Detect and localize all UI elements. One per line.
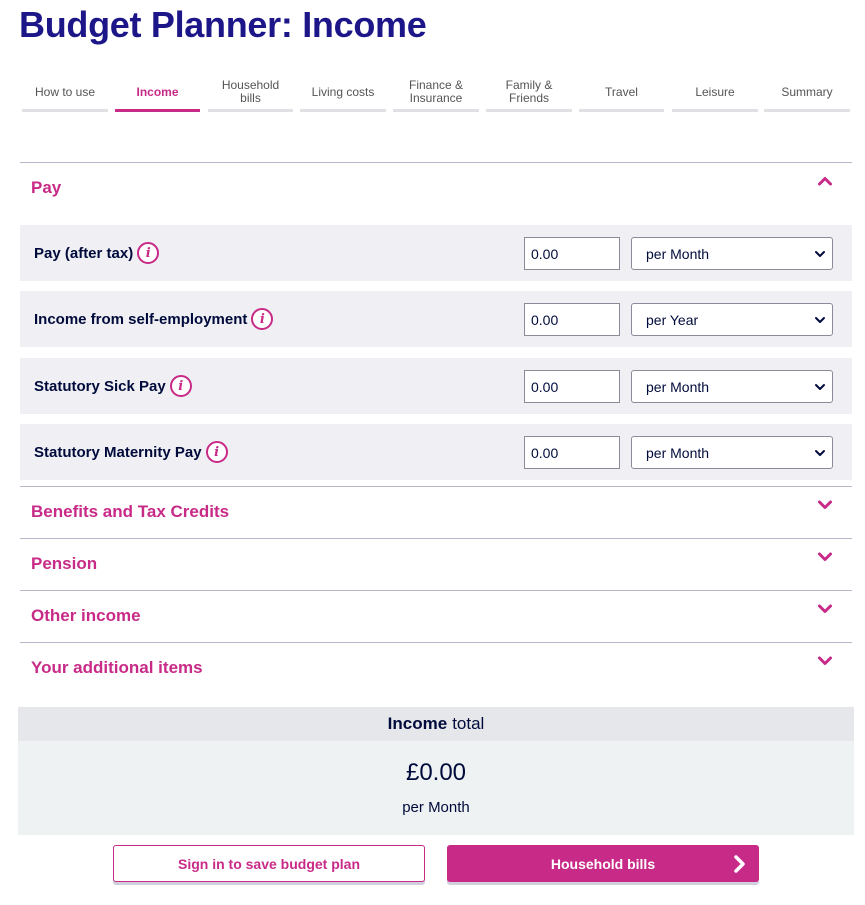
self-employment-label: Income from self-employment [34, 310, 248, 328]
income-total-panel [18, 707, 854, 835]
other-income-section-header[interactable] [20, 591, 852, 641]
period-select-value: per Month [646, 444, 710, 461]
statutory-maternity-pay-label: Statutory Maternity Pay [34, 443, 202, 461]
chevron-up-icon[interactable] [818, 176, 832, 186]
income-total-amount: £0.00 [405, 759, 467, 786]
pay-after-tax-amount-input[interactable] [524, 237, 620, 270]
pay-section-title: Pay [31, 178, 62, 197]
income-row-label [34, 358, 192, 414]
income-row-statutory-maternity-pay [20, 424, 852, 480]
period-select-value: per Month [646, 245, 710, 262]
page-title: Budget Planner: Income [19, 4, 427, 45]
statutory-maternity-pay-amount-input[interactable] [524, 436, 620, 469]
info-icon[interactable]: i [206, 441, 228, 463]
statutory-maternity-pay-period-select[interactable] [631, 436, 833, 469]
chevron-down-icon[interactable] [818, 552, 832, 562]
next-button-label: Household bills [550, 855, 656, 872]
income-row-pay-after-tax [20, 225, 852, 281]
chevron-down-icon[interactable] [818, 604, 832, 614]
sign-in-save-label: Sign in to save budget plan [177, 855, 360, 872]
income-total-heading [18, 707, 854, 741]
income-row-statutory-sick-pay [20, 358, 852, 414]
tab-summary[interactable]: Summary [764, 72, 850, 112]
other-income-section-title: Other income [31, 606, 141, 625]
pay-after-tax-period-select[interactable] [631, 237, 833, 270]
chevron-down-icon [814, 447, 826, 459]
income-row-label [34, 424, 228, 480]
sign-in-save-button[interactable] [113, 845, 425, 882]
tab-how-to-use[interactable]: How to use [22, 72, 108, 112]
period-select-value: per Month [646, 378, 710, 395]
pension-section-header[interactable] [20, 539, 852, 589]
chevron-down-icon [814, 314, 826, 326]
tab-household-bills[interactable]: Household bills [208, 72, 293, 112]
benefits-section-header[interactable] [20, 487, 852, 537]
tab-living-costs[interactable]: Living costs [300, 72, 386, 112]
self-employment-amount-input[interactable] [524, 303, 620, 336]
statutory-sick-pay-label: Statutory Sick Pay [34, 377, 166, 395]
statutory-sick-pay-amount-input[interactable] [524, 370, 620, 403]
info-icon[interactable]: i [170, 375, 192, 397]
additional-items-section-title: Your additional items [31, 658, 203, 677]
income-row-label [34, 225, 159, 281]
total-label-bold: Income [387, 714, 448, 733]
pay-section-header[interactable] [20, 163, 852, 213]
tab-finance-insurance[interactable]: Finance & Insurance [393, 72, 479, 112]
info-icon[interactable]: i [251, 308, 273, 330]
chevron-down-icon[interactable] [818, 656, 832, 666]
total-label-rest: total [452, 714, 485, 733]
info-icon[interactable]: i [137, 242, 159, 264]
pay-after-tax-label: Pay (after tax) [34, 244, 134, 262]
benefits-section-title: Benefits and Tax Credits [31, 502, 230, 521]
income-total-period: per Month [402, 799, 470, 816]
next-household-bills-button[interactable] [447, 845, 759, 882]
tab-leisure[interactable]: Leisure [672, 72, 758, 112]
tab-income[interactable]: Income [115, 72, 200, 112]
chevron-down-icon[interactable] [818, 500, 832, 510]
self-employment-period-select[interactable] [631, 303, 833, 336]
income-row-self-employment [20, 291, 852, 347]
additional-items-section-header[interactable] [20, 643, 852, 693]
tab-bar [22, 72, 852, 112]
pension-section-title: Pension [31, 554, 98, 573]
chevron-down-icon [814, 248, 826, 260]
tab-travel[interactable]: Travel [579, 72, 664, 112]
chevron-right-icon [733, 855, 747, 873]
tab-family-friends[interactable]: Family & Friends [486, 72, 572, 112]
period-select-value: per Year [646, 311, 699, 328]
income-row-label [34, 291, 273, 347]
chevron-down-icon [814, 381, 826, 393]
statutory-sick-pay-period-select[interactable] [631, 370, 833, 403]
